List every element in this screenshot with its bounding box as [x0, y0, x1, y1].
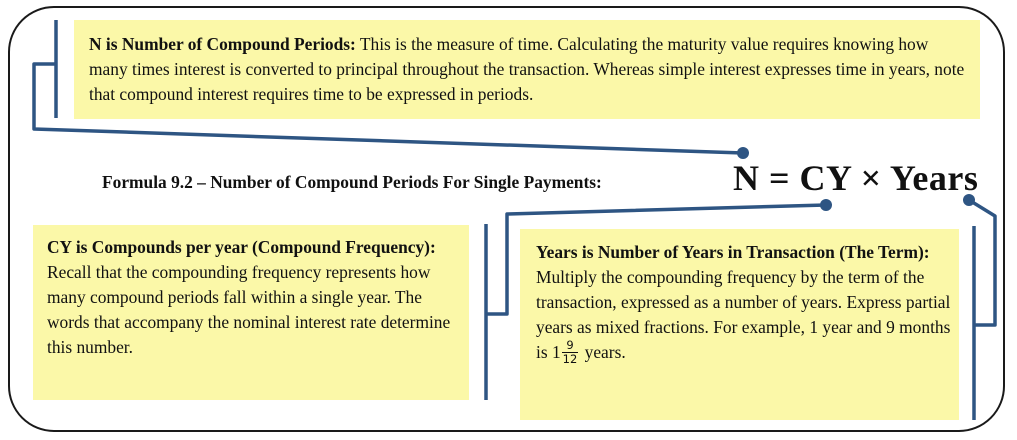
- callout-n-definition: [74, 20, 980, 119]
- callout-cy-term: CY is Compounds per year (Compound Frequency):: [47, 237, 436, 257]
- fraction-denominator: 12: [562, 351, 578, 366]
- example-whole-number: 1: [551, 342, 561, 362]
- callout-years-term: Years is Number of Years in Transaction (The Term):: [536, 242, 930, 262]
- callout-cy-text: Recall that the compounding frequency represents how many compound periods fall within a single year. The words that accompany the nominal interest rate determine this number.: [47, 262, 451, 357]
- example-fraction: [562, 339, 579, 366]
- callout-n-text: This is the measure of time. Calculating the maturity value requires knowing how many times interest is converted to principal throughout the transaction. Whereas simple interest expresses time in years, note that compound interest requires time to be expressed in periods.: [89, 34, 965, 104]
- connector-years: [969, 200, 995, 420]
- formula-expression: N = CY × Years: [733, 158, 979, 198]
- callout-n-term: N is Number of Compound Periods:: [89, 34, 356, 54]
- callout-years-definition: [520, 229, 959, 420]
- fraction-numerator: 9: [562, 339, 579, 353]
- example-tail: years.: [580, 342, 626, 362]
- callout-years-text: Multiply the compounding frequency by the term of the transaction, expressed as a number of years. Express partial years as mixed fractions. For example, 1 year and 9 months is: [536, 267, 951, 362]
- formula-label: Formula 9.2 – Number of Compound Periods For Single Payments:: [102, 172, 602, 192]
- cy-anchor-dot: [820, 199, 832, 211]
- callout-cy-definition: [33, 225, 469, 400]
